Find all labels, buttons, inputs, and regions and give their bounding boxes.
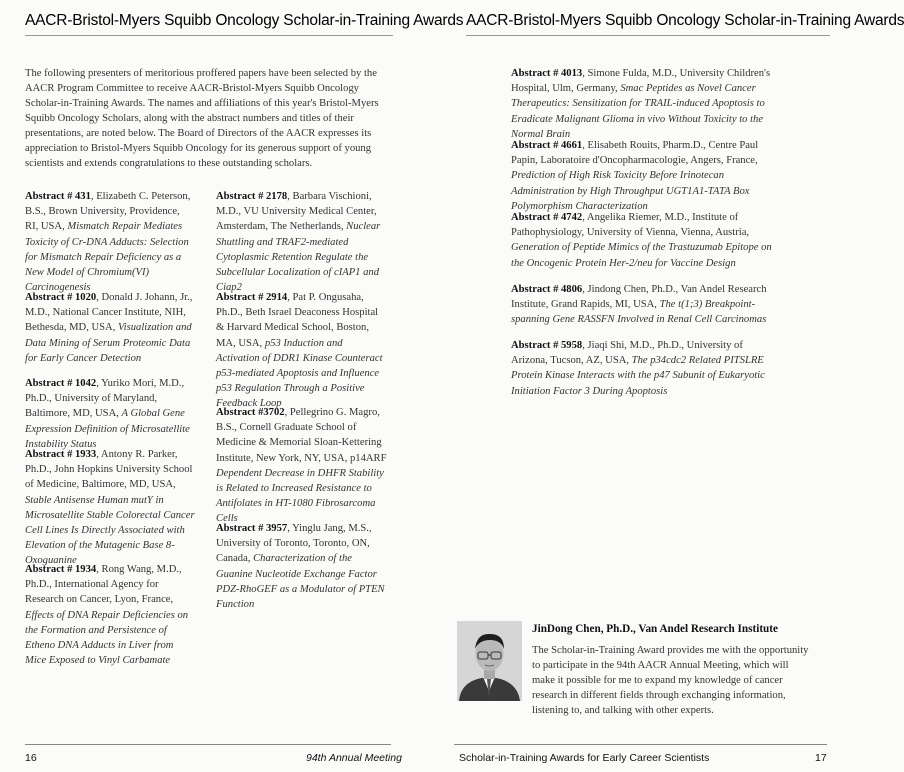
- abstract-author: , Simone Fulda, M.D., University Children's Hospital, Ulm, Germany,: [511, 68, 771, 95]
- left-page-number: 16: [25, 752, 37, 764]
- abstract-entry: [511, 138, 775, 214]
- abstract-number: Abstract # 4013: [511, 68, 583, 79]
- abstract-title: Characterization of the Guanine Nucleotide Exchange Factor PDZ-RhoGEF as a Modulator of PTEN Function: [216, 553, 385, 611]
- abstract-title: Generation of Peptide Mimics of the Trastuzumab Epitope on the Oncogenic Protein Her-2/neu for Vaccine Design: [511, 242, 772, 269]
- right-page-header: AACR-Bristol-Myers Squibb Oncology Scholar-in-Training Awards: [466, 12, 904, 29]
- left-footer-rule: [25, 744, 391, 745]
- bio-text: The Scholar-in-Training Award provides me with the opportunity to participate in the 94th AACR Annual Meeting, which will make it possible for me to expand my knowledge of cancer research in different fields through exchanging information, listening to, and talking with other experts.: [532, 645, 809, 716]
- abstract-author: , Elisabeth Rouits, Pharm.D., Centre Paul Papin, Laboratoire d'Oncopharmacologie, Angers, France,: [511, 140, 759, 167]
- abstract-entry: [25, 376, 195, 452]
- left-page-header: AACR-Bristol-Myers Squibb Oncology Scholar-in-Training Awards: [25, 12, 464, 29]
- abstract-number: Abstract # 2178: [216, 191, 288, 202]
- abstract-number: Abstract # 5958: [511, 340, 583, 351]
- abstract-author: , Pat P. Ongusaha, Ph.D., Beth Israel Deaconess Hospital & Harvard Medical School, Boston, MA, USA,: [216, 292, 379, 349]
- abstract-author: , Jiaqi Shi, M.D., Ph.D., University of Arizona, Tucson, AZ, USA,: [511, 340, 743, 367]
- abstract-entry: [25, 189, 195, 295]
- abstract-number: Abstract # 3957: [216, 523, 288, 534]
- abstract-entry: [511, 66, 775, 142]
- intro-paragraph: The following presenters of meritorious proffered papers have been selected by the AACR Program Committee to receive AACR-Bristol-Myers Squibb Oncology Scholar-in-Training Awards. The names and affiliations of this year's Bristol-Myers Squibb Oncology Scholars, along with the abstract numbers and titles of their presentations, are noted below. The Board of Directors of the AACR expresses its appreciation to Bristol-Myers Squibb Oncology for its generous support of young scientists and extends congratulations to these outstanding scholars.: [25, 68, 379, 169]
- abstract-title: A Global Gene Expression Definition of Microsatellite Instability Status: [25, 408, 190, 450]
- abstract-title: The p34cdc2 Related PITSLRE Protein Kinase Interacts with the p47 Subunit of Eukaryotic Initiation Factor 3 During Apoptosis: [511, 355, 765, 397]
- abstract-entry: [25, 562, 195, 668]
- abstract-title: The t(1;3) Breakpoint-spanning Gene RASSFN Involved in Renal Cell Carcinomas: [511, 299, 767, 326]
- abstract-number: Abstract # 2914: [216, 292, 288, 303]
- abstract-title: Prediction of High Risk Toxicity Before Irinotecan Administration by High Throughput UGT1A1-TATA Box Polymorphism Characterization: [511, 170, 750, 212]
- abstract-entry: [511, 282, 775, 328]
- abstract-number: Abstract # 1020: [25, 292, 97, 303]
- abstract-number: Abstract # 4806: [511, 284, 583, 295]
- abstract-author: , Yinglu Jang, M.S., University of Toronto, Toronto, ON, Canada,: [216, 523, 372, 565]
- left-header-rule: [25, 35, 393, 36]
- abstract-entry: [216, 189, 388, 295]
- right-footer-rule: [454, 744, 827, 745]
- scholar-bio: [532, 623, 812, 718]
- abstract-title: Stable Antisense Human mutY in Microsatellite Stable Colorectal Cancer Cell Lines Is Directly Associated with Elevation of the Mutagenic Base 8-Oxoguanine: [25, 494, 195, 567]
- abstract-title: Effects of DNA Repair Deficiencies on the Formation and Persistence of Etheno DNA Adducts in Liver from Mice Exposed to Vinyl Carbamate: [25, 609, 189, 667]
- right-header-rule: [466, 35, 830, 36]
- abstract-entry: [511, 210, 775, 271]
- portrait-photo: [457, 621, 522, 701]
- left-footer-text: 94th Annual Meeting: [306, 752, 402, 764]
- abstract-title: Mismatch Repair Mediates Toxicity of Cr-DNA Adducts: Selection for Mismatch Repair Deficiency as a New Model of Chromium(VI) Carcinogenesis: [25, 221, 189, 294]
- abstract-author: , Donald J. Johann, Jr., M.D., National Cancer Institute, NIH, Bethesda, MD, USA,: [25, 292, 193, 334]
- portrait-image: [457, 621, 522, 701]
- abstract-entry: [511, 338, 775, 399]
- abstract-number: Abstract # 4742: [511, 212, 583, 223]
- right-page-number: 17: [815, 752, 827, 764]
- abstract-number: Abstract # 4661: [511, 140, 583, 151]
- abstract-number: Abstract # 1934: [25, 564, 97, 575]
- abstract-title: Dependent Decrease in DHFR Stability is Related to Increased Resistance to Antifolates in HT-1080 Fibrosarcoma Cells: [216, 467, 384, 525]
- abstract-number: Abstract #3702: [216, 407, 285, 418]
- abstract-author: , Elizabeth C. Peterson, B.S., Brown University, Providence, RI, USA,: [25, 191, 191, 233]
- abstract-title: p53 Induction and Activation of DDR1 Kinase Counteract p53-mediated Apoptosis and Influence p53 Regulation Through a Positive Feedback Loop: [216, 337, 383, 410]
- abstract-number: Abstract # 431: [25, 191, 91, 202]
- abstract-entry: [216, 521, 388, 612]
- abstract-entry: [25, 290, 195, 366]
- abstract-entry: [216, 405, 388, 527]
- abstract-title: Smac Peptides as Novel Cancer Therapeutics: Sensitization for TRAIL-induced Apoptosis to Eradicate Malignant Glioma in vivo Without Toxicity to the Normal Brain: [511, 83, 765, 140]
- abstract-author: , Angelika Riemer, M.D., Institute of Pathophysiology, University of Vienna, Vienna, Austria,: [511, 212, 750, 239]
- abstract-entry: [25, 447, 195, 569]
- abstract-author: , Pellegrino G. Magro, B.S., Cornell Graduate School of Medicine & Memorial Sloan-Kettering Institute, New York, NY, USA, p14ARF: [216, 407, 387, 464]
- abstract-author: , Barbara Vischioni, M.D., VU University Medical Center, Amsterdam, The Netherlands,: [216, 191, 377, 233]
- bio-name: JinDong Chen, Ph.D., Van Andel Research Institute: [532, 623, 778, 635]
- abstract-title: Nuclear Shuttling and TRAF2-mediated Cytoplasmic Retention Regulate the Subcellular Localization of cIAP1 and Ciap2: [216, 221, 381, 294]
- abstract-entry: [216, 290, 388, 412]
- abstract-author: , Rong Wang, M.D., Ph.D., International Agency for Research on Cancer, Lyon, France,: [25, 564, 182, 606]
- abstract-author: , Antony R. Parker, Ph.D., John Hopkins University School of Medicine, Baltimore, MD, USA,: [25, 449, 193, 491]
- abstract-title: Visualization and Data Mining of Serum Proteomic Data for Early Cancer Detection: [25, 322, 192, 364]
- right-footer-text: Scholar-in-Training Awards for Early Career Scientists: [459, 752, 710, 764]
- abstract-author: , Yuriko Mori, M.D., Ph.D., University of Maryland, Baltimore, MD, USA,: [25, 378, 185, 420]
- abstract-number: Abstract # 1933: [25, 449, 97, 460]
- abstract-number: Abstract # 1042: [25, 378, 97, 389]
- abstract-author: , Jindong Chen, Ph.D., Van Andel Research Institute, Grand Rapids, MI, USA,: [511, 284, 767, 311]
